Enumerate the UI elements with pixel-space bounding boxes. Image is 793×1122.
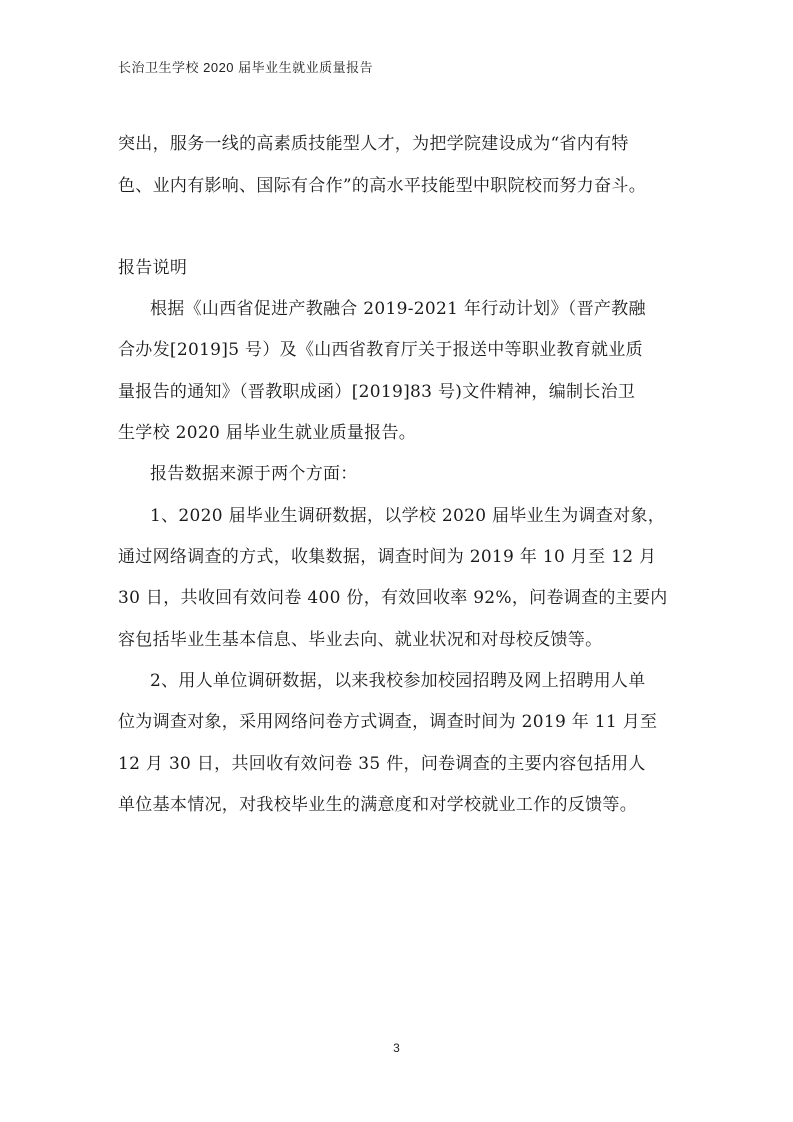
page-number: 3	[393, 1041, 400, 1055]
paragraph-4-line-3: 12 月 30 日，共回收有效问卷 35 件，问卷调查的主要内容包括用人	[118, 754, 646, 774]
paragraph-3-line-2: 通过网络调查的方式，收集数据，调查时间为 2019 年 10 月至 12 月	[118, 547, 657, 567]
paragraph-3-line-4: 容包括毕业生基本信息、毕业去向、就业状况和对母校反馈等。	[118, 630, 603, 650]
paragraph-1-line-3: 量报告的通知》（晋教职成函）[2019]83 号)文件精神，编制长治卫	[118, 382, 636, 402]
paragraph-1-line-4: 生学校 2020 届毕业生就业质量报告。	[118, 423, 417, 443]
paragraph-3-line-1: 1、2020 届毕业生调研数据，以学校 2020 届毕业生为调查对象，	[150, 506, 666, 526]
paragraph-4-line-4: 单位基本情况，对我校毕业生的满意度和对学校就业工作的反馈等。	[118, 795, 637, 815]
running-header: 长治卫生学校 2020 届毕业生就业质量报告	[118, 60, 374, 75]
paragraph-1-line-1: 根据《山西省促进产教融合 2019-2021 年行动计划》（晋产教融	[150, 299, 646, 319]
continuation-line-1: 突出，服务一线的高素质技能型人才，为把学院建设成为“省内有特	[118, 134, 629, 154]
paragraph-3-line-3: 30 日，共收回有效问卷 400 份，有效回收率 92%，问卷调查的主要内	[118, 588, 668, 608]
paragraph-2-line-1: 报告数据来源于两个方面：	[150, 464, 358, 484]
section-heading: 报告说明	[118, 258, 188, 278]
paragraph-1-line-2: 合办发[2019]5 号）及《山西省教育厅关于报送中等职业教育就业质	[118, 340, 643, 360]
paragraph-4-line-2: 位为调查对象，采用网络问卷方式调查，调查时间为 2019 年 11 月至	[118, 712, 658, 732]
continuation-line-2: 色、业内有影响、国际有合作”的高水平技能型中职院校而努力奋斗。	[118, 176, 646, 196]
paragraph-4-line-1: 2、用人单位调研数据，以来我校参加校园招聘及网上招聘用人单	[150, 671, 646, 691]
